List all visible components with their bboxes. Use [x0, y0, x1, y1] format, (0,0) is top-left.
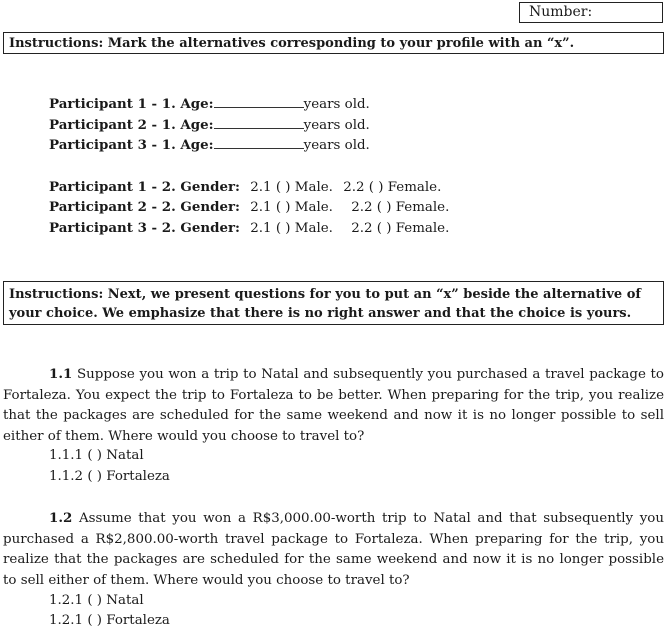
- option-1-1-1[interactable]: [49, 446, 144, 466]
- gender-male-option[interactable]: 2.1 ( ) Male.: [250, 180, 333, 195]
- age-blank[interactable]: [214, 116, 304, 129]
- gender-row: [49, 177, 441, 198]
- age-label: Participant 3 - 1. Age:: [49, 137, 214, 153]
- gender-row: [49, 218, 449, 239]
- age-label: Participant 1 - 1. Age:: [49, 96, 214, 112]
- gender-label: Participant 2 - 2. Gender:: [49, 199, 240, 215]
- number-field[interactable]: [519, 2, 663, 23]
- question-body: Assume that you won a R$3,000.00-worth trip to Natal and that subsequently you purchased a R$2,800.00-worth travel package to Fortaleza. When preparing for the trip, you realize that the packages are scheduled for the same weekend and now it is no longer possible to sell either of them. Where would you choose to travel to?: [3, 511, 664, 588]
- gender-male-option[interactable]: 2.1 ( ) Male.: [250, 221, 333, 236]
- gender-label: Participant 3 - 2. Gender:: [49, 220, 240, 236]
- question-number: 1.2: [49, 510, 73, 526]
- gender-female-option[interactable]: 2.2 ( ) Female.: [351, 200, 450, 215]
- age-blank[interactable]: [214, 136, 304, 149]
- instructions-text-1: Instructions: Mark the alternatives corresponding to your profile with an “x”.: [9, 36, 575, 51]
- option-label: 1.2.1 ( ) Fortaleza: [49, 613, 170, 628]
- gender-female-option[interactable]: 2.2 ( ) Female.: [343, 180, 442, 195]
- question-body: Suppose you won a trip to Natal and subsequently you purchased a travel package to Fortaleza. You expect the trip to Fortaleza to be better. When preparing for the trip, you realize that the packages are scheduled for the same weekend and now it is no longer possible to sell either of them. Where would you choose to travel to?: [3, 367, 664, 444]
- age-row: [49, 135, 370, 156]
- option-1-2-1[interactable]: [49, 591, 144, 611]
- age-suffix: years old.: [303, 97, 370, 112]
- instructions-box-2: [3, 281, 664, 325]
- age-blank[interactable]: [214, 95, 304, 108]
- option-label: 1.1.2 ( ) Fortaleza: [49, 469, 170, 484]
- question-1-1-text: [3, 364, 664, 447]
- question-1-2-text: [3, 508, 664, 591]
- age-label: Participant 2 - 1. Age:: [49, 117, 214, 133]
- option-1-2-2[interactable]: [49, 611, 170, 631]
- instructions-box-1: [3, 32, 664, 54]
- gender-female-option[interactable]: 2.2 ( ) Female.: [351, 221, 450, 236]
- age-row: [49, 94, 370, 115]
- gender-row: [49, 197, 449, 218]
- question-number: 1.1: [49, 366, 73, 382]
- gender-male-option[interactable]: 2.1 ( ) Male.: [250, 200, 333, 215]
- age-row: [49, 115, 370, 136]
- age-suffix: years old.: [303, 118, 370, 133]
- option-label: 1.2.1 ( ) Natal: [49, 593, 144, 608]
- age-suffix: years old.: [303, 138, 370, 153]
- option-label: 1.1.1 ( ) Natal: [49, 448, 144, 463]
- option-1-1-2[interactable]: [49, 467, 170, 487]
- gender-label: Participant 1 - 2. Gender:: [49, 179, 240, 195]
- number-label: Number:: [529, 4, 593, 20]
- instructions-text-2: Instructions: Next, we present questions for you to put an “x” beside the alternative of your choice. We emphasize that there is no right answer and that the choice is yours.: [9, 287, 641, 321]
